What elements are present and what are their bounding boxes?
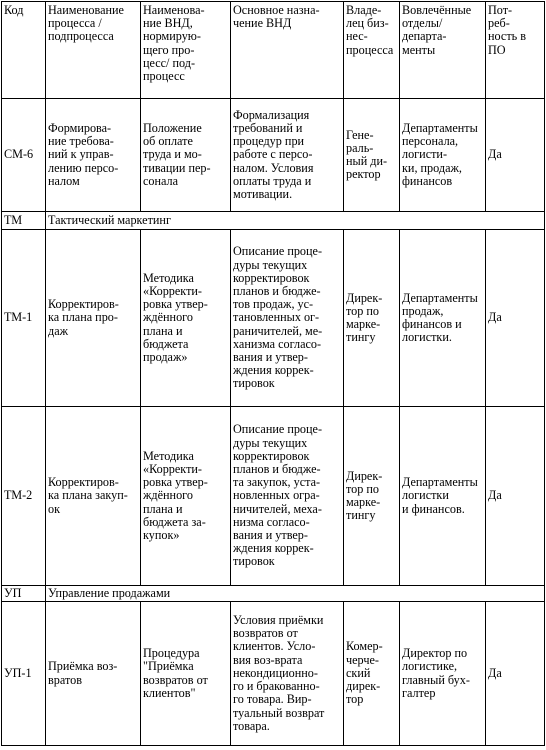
table-row xyxy=(2,99,545,212)
section-row xyxy=(2,212,545,230)
section-title: Управление продажами xyxy=(46,586,545,602)
header-row xyxy=(2,2,545,99)
cell-departments: Директор по логистике, главный бух- галтер xyxy=(400,602,486,746)
cell-process: Корректиров- ка плана закуп- ок xyxy=(46,407,141,586)
table-row xyxy=(2,230,545,407)
cell-vnd: Процедура "Приёмка возвратов от клиентов" xyxy=(141,602,231,746)
cell-need: Да xyxy=(486,99,545,212)
cell-process: Приёмка воз- вратов xyxy=(46,602,141,746)
section-code: ТМ xyxy=(2,212,46,230)
cell-code: УП-1 xyxy=(2,602,46,746)
table-row xyxy=(2,407,545,586)
header-vnd-purpose: Основное назна- чение ВНД xyxy=(231,2,344,99)
cell-code: ТМ-2 xyxy=(2,407,46,586)
cell-process: Формирова- ние требова- ний к управ- лению персо- налом xyxy=(46,99,141,212)
header-process-name: Наименование процесса / подпроцесса xyxy=(46,2,141,99)
cell-purpose: Условия приёмки возвратов от клиентов. Усло- вия воз-врата некондиционно- го и бракованно- го товара. Вир- туальный возврат товара. xyxy=(231,602,344,746)
cell-code: ТМ-1 xyxy=(2,230,46,407)
table-row xyxy=(2,602,545,746)
cell-vnd: Положение об оплате труда и мо- тивации пер- сонала xyxy=(141,99,231,212)
header-departments: Вовлечённые отделы/департа- менты xyxy=(400,2,486,99)
cell-departments: Департаменты логистки и финансов. xyxy=(400,407,486,586)
header-owner: Владе- лец биз- нес- процесса xyxy=(344,2,400,99)
cell-purpose: Описание проце- дуры текущих корректировок планов и бюдже- та закупок, уста- новленных огра- ничителей, меха- низма согласо- вания и утвер- ждения коррек- тировок xyxy=(231,407,344,586)
cell-need: Да xyxy=(486,602,545,746)
cell-owner: Комер- черче- ский дирек- тор xyxy=(344,602,400,746)
section-row xyxy=(2,586,545,602)
cell-need: Да xyxy=(486,407,545,586)
cell-process: Корректиров- ка плана про- даж xyxy=(46,230,141,407)
cell-purpose: Описание проце- дуры текущих корректировок планов и бюдже- тов продаж, ус- тановленных ог- раничителей, ме- ханизма согласо- вания и утвер- ждения коррек- тировок xyxy=(231,230,344,407)
header-software-need: Пот- реб- ность в ПО xyxy=(486,2,545,99)
process-table xyxy=(1,1,545,746)
cell-code: СМ-6 xyxy=(2,99,46,212)
header-vnd-name: Наименова- ние ВНД, нормирую- щего про- цесс/ под- процесс xyxy=(141,2,231,99)
cell-owner: Гене- раль- ный ди- ректор xyxy=(344,99,400,212)
cell-owner: Дирек- тор по марке- тингу xyxy=(344,230,400,407)
cell-departments: Департаменты продаж, финансов и логистки. xyxy=(400,230,486,407)
section-title: Тактический маркетинг xyxy=(46,212,545,230)
header-code: Код xyxy=(2,2,46,99)
cell-vnd: Методика «Корректи- ровка утвер- ждённого плана и бюджета за- купок» xyxy=(141,407,231,586)
cell-need: Да xyxy=(486,230,545,407)
cell-owner: Дирек- тор по марке- тингу xyxy=(344,407,400,586)
section-code: УП xyxy=(2,586,46,602)
cell-purpose: Формализация требований и процедур при работе с персо- налом. Условия оплаты труда и мотивации. xyxy=(231,99,344,212)
cell-departments: Департаменты персонала, логисти- ки, продаж, финансов xyxy=(400,99,486,212)
cell-vnd: Методика «Корректи- ровка утвер- ждённого плана и бюджета продаж» xyxy=(141,230,231,407)
